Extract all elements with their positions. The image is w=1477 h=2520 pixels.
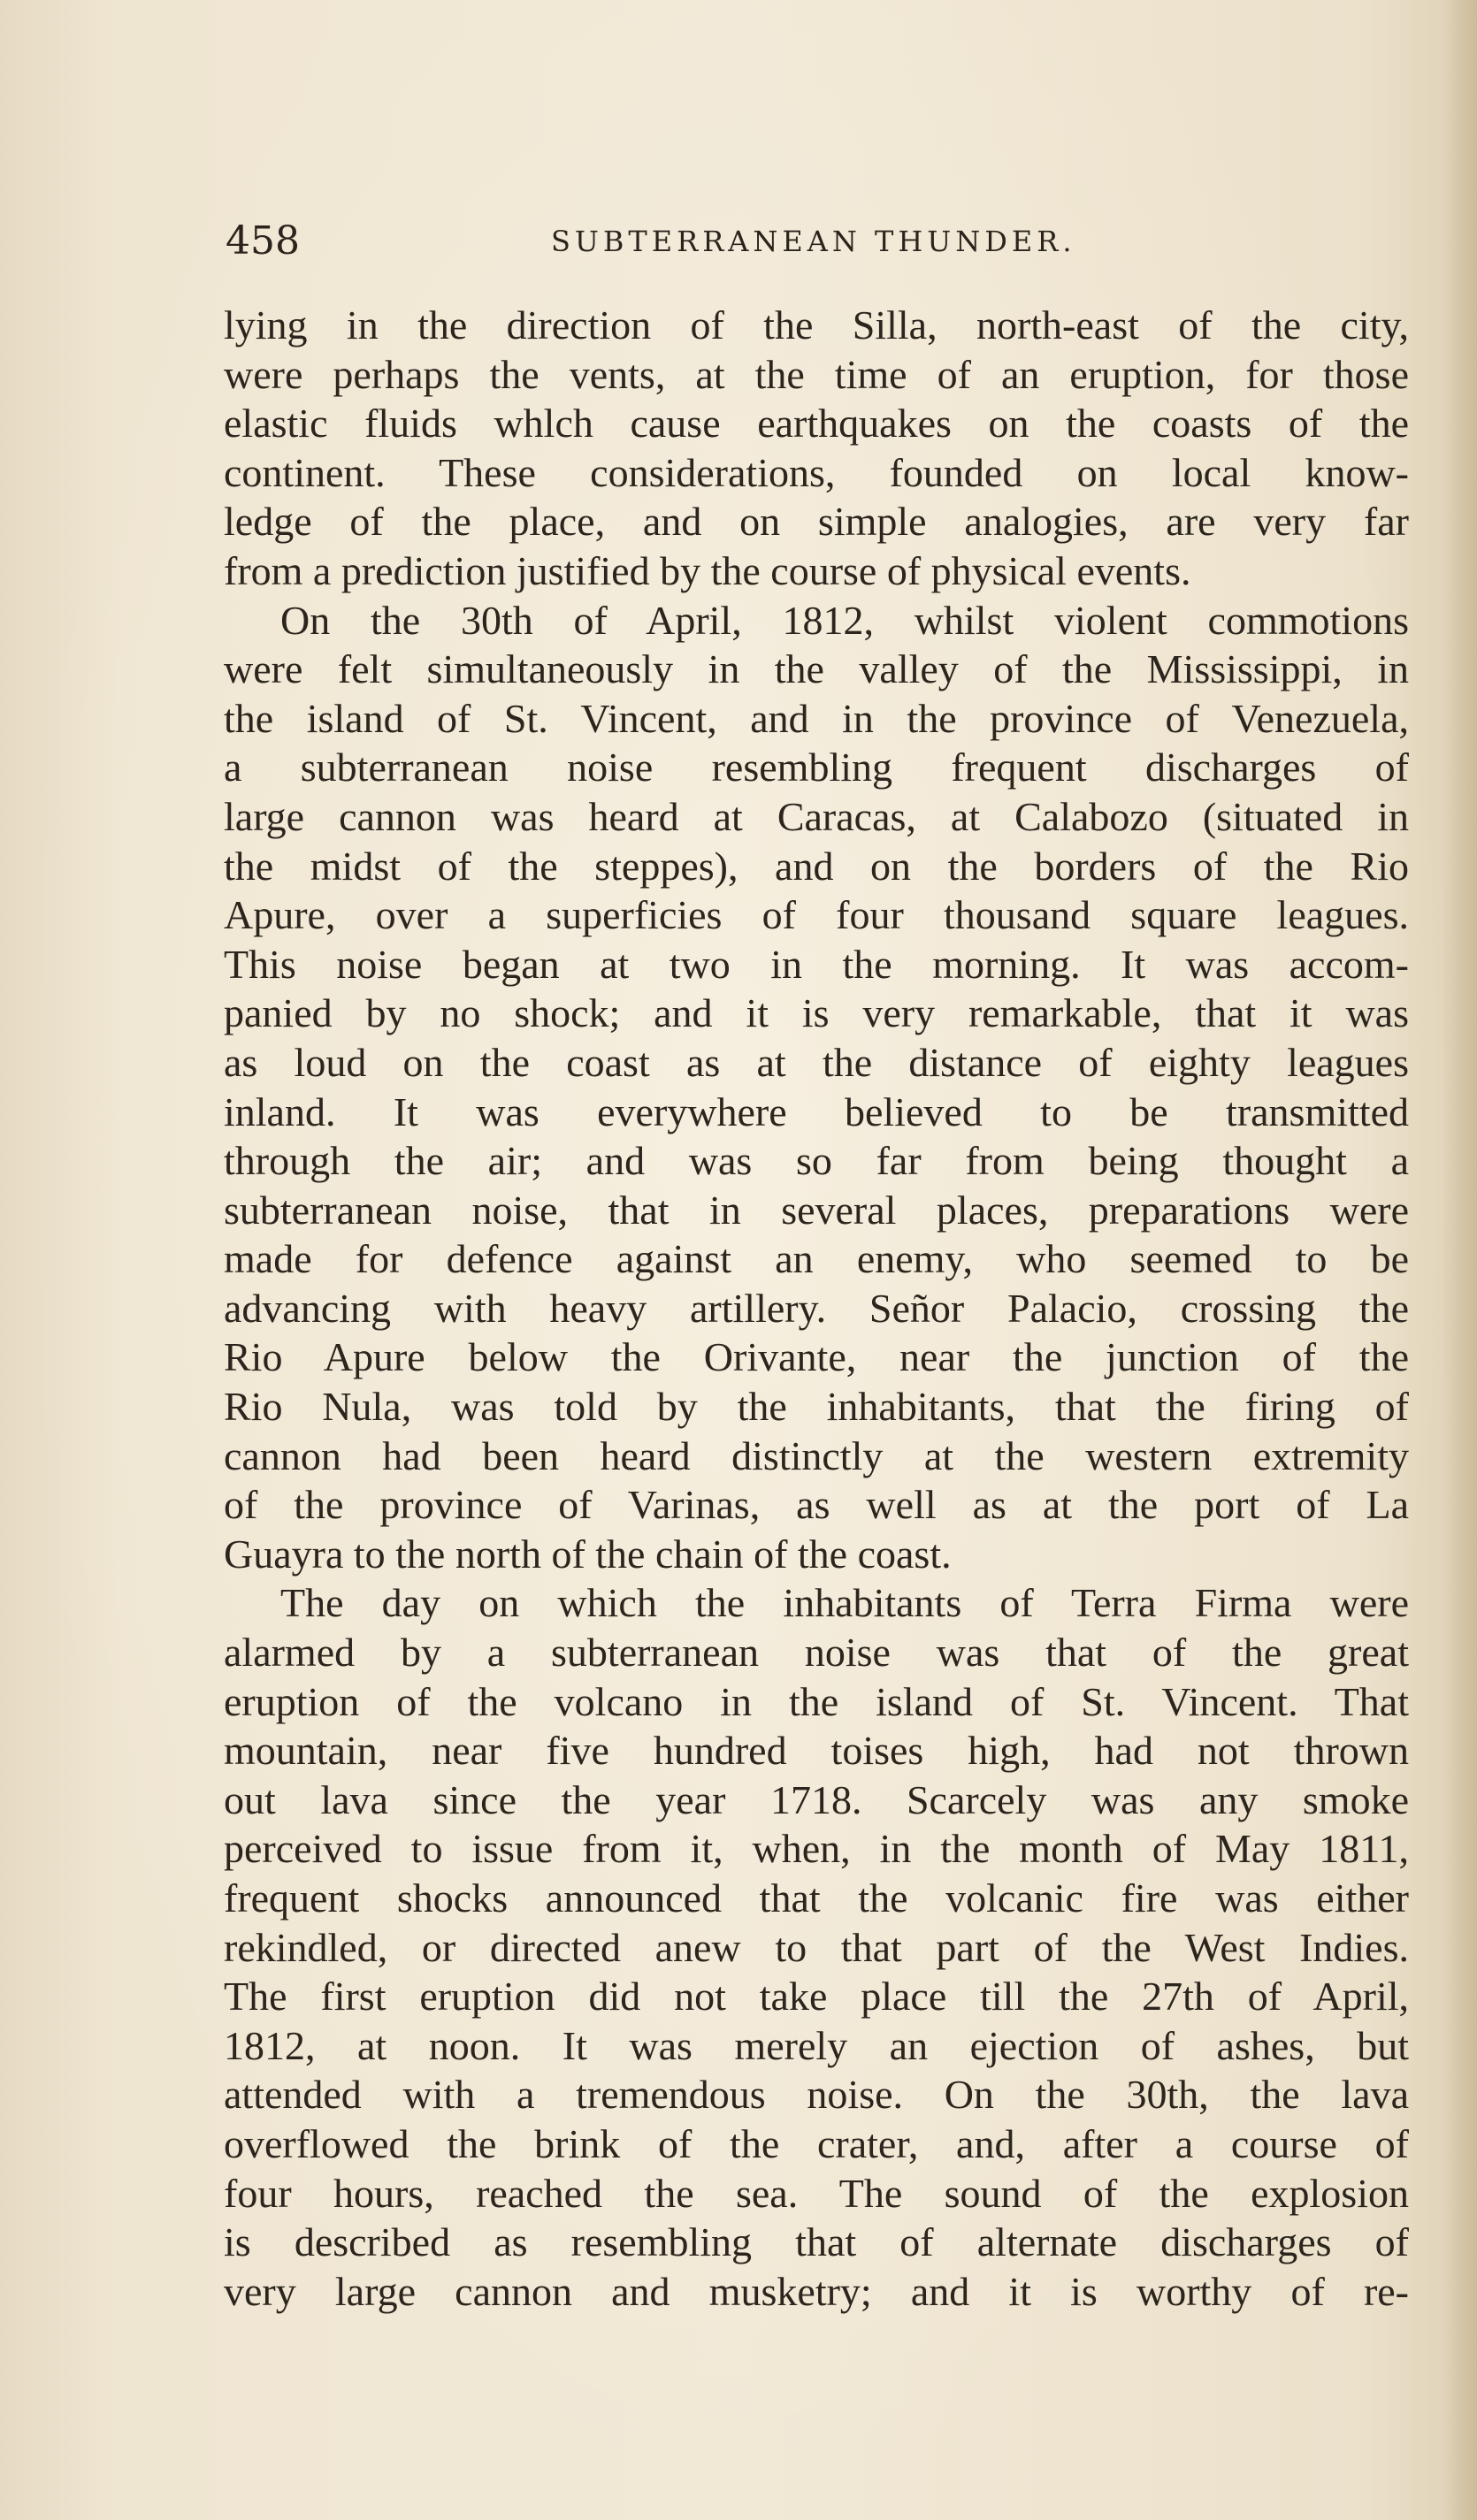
text-line: made for defence against an enemy, who seemed to be (224, 1236, 1409, 1282)
text-line: of the province of Varinas, as well as at the port of La (224, 1482, 1409, 1528)
text-line: On the 30th of April, 1812, whilst violent commotions (280, 597, 1409, 643)
text-line: Guayra to the north of the chain of the coast. (224, 1531, 952, 1577)
text-line: cannon had been heard distinctly at the western extremity (224, 1432, 1409, 1478)
text-line: inland. It was everywhere believed to be transmitted (224, 1088, 1409, 1134)
text-line: attended with a tremendous noise. On the 30th, the lava (224, 2072, 1409, 2118)
page-number: 458 (226, 218, 300, 263)
text-line: a subterranean noise resembling frequent discharges of (224, 745, 1409, 790)
text-line: elastic fluids whlch cause earthquakes on the coasts of the (224, 401, 1409, 447)
text-line: out lava since the year 1718. Scarcely was any smoke (224, 1776, 1409, 1822)
text-line: Rio Apure below the Orivante, near the junction of the (224, 1334, 1409, 1380)
text-line: four hours, reached the sea. The sound of the explosion (224, 2170, 1409, 2216)
text-line: rekindled, or directed anew to that part of the West Indies. (224, 1924, 1409, 1970)
text-line: large cannon was heard at Caracas, at Calabozo (situated in (224, 793, 1409, 839)
text-line: subterranean noise, that in several places, preparations were (224, 1187, 1409, 1233)
text-line: Apure, over a superficies of four thousand square leagues. (224, 892, 1409, 938)
text-line: overflowed the brink of the crater, and, after a course of (224, 2120, 1409, 2166)
text-line: through the air; and was so far from being thought a (224, 1138, 1409, 1184)
text-line: 1812, at noon. It was merely an ejection of ashes, but (224, 2022, 1409, 2068)
text-line: frequent shocks announced that the volcanic fire was either (224, 1875, 1409, 1921)
text-line: mountain, near five hundred toises high, had not thrown (224, 1728, 1409, 1774)
text-line: ledge of the place, and on simple analogies, are very far (224, 499, 1409, 545)
text-line: alarmed by a subterranean noise was that of the great (224, 1630, 1409, 1676)
text-line: Rio Nula, was told by the inhabitants, that the firing of (224, 1384, 1409, 1430)
text-line: lying in the direction of the Silla, north-east of the city, (224, 302, 1409, 347)
text-line: very large cannon and musketry; and it is worthy of re- (224, 2268, 1409, 2314)
page-header (226, 215, 1402, 268)
text-line: panied by no shock; and it is very remarkable, that it was (224, 990, 1409, 1036)
text-line: were perhaps the vents, at the time of an eruption, for those (224, 351, 1409, 397)
text-line: the island of St. Vincent, and in the province of Venezuela, (224, 695, 1409, 741)
text-line: as loud on the coast as at the distance of eighty leagues (224, 1039, 1409, 1085)
text-line: perceived to issue from it, when, in the month of May 1811, (224, 1826, 1409, 1872)
text-line: advancing with heavy artillery. Señor Palacio, crossing the (224, 1285, 1409, 1331)
text-line: eruption of the volcano in the island of St. Vincent. That (224, 1678, 1409, 1724)
text-line: is described as resembling that of alternate discharges of (224, 2219, 1409, 2265)
text-line: The day on which the inhabitants of Terra Firma were (280, 1580, 1409, 1626)
running-title: SUBTERRANEAN THUNDER. (551, 225, 1076, 258)
text-line: This noise began at two in the morning. It was accom- (224, 941, 1409, 987)
text-line: continent. These considerations, founded on local know- (224, 449, 1409, 495)
text-line: The first eruption did not take place till the 27th of April, (224, 1974, 1409, 2020)
text-line: the midst of the steppes), and on the borders of the Rio (224, 843, 1409, 889)
body-text (224, 301, 1409, 2316)
text-line: from a prediction justified by the course of physical events. (224, 547, 1191, 593)
text-line: were felt simultaneously in the valley of the Mississippi, in (224, 646, 1409, 692)
